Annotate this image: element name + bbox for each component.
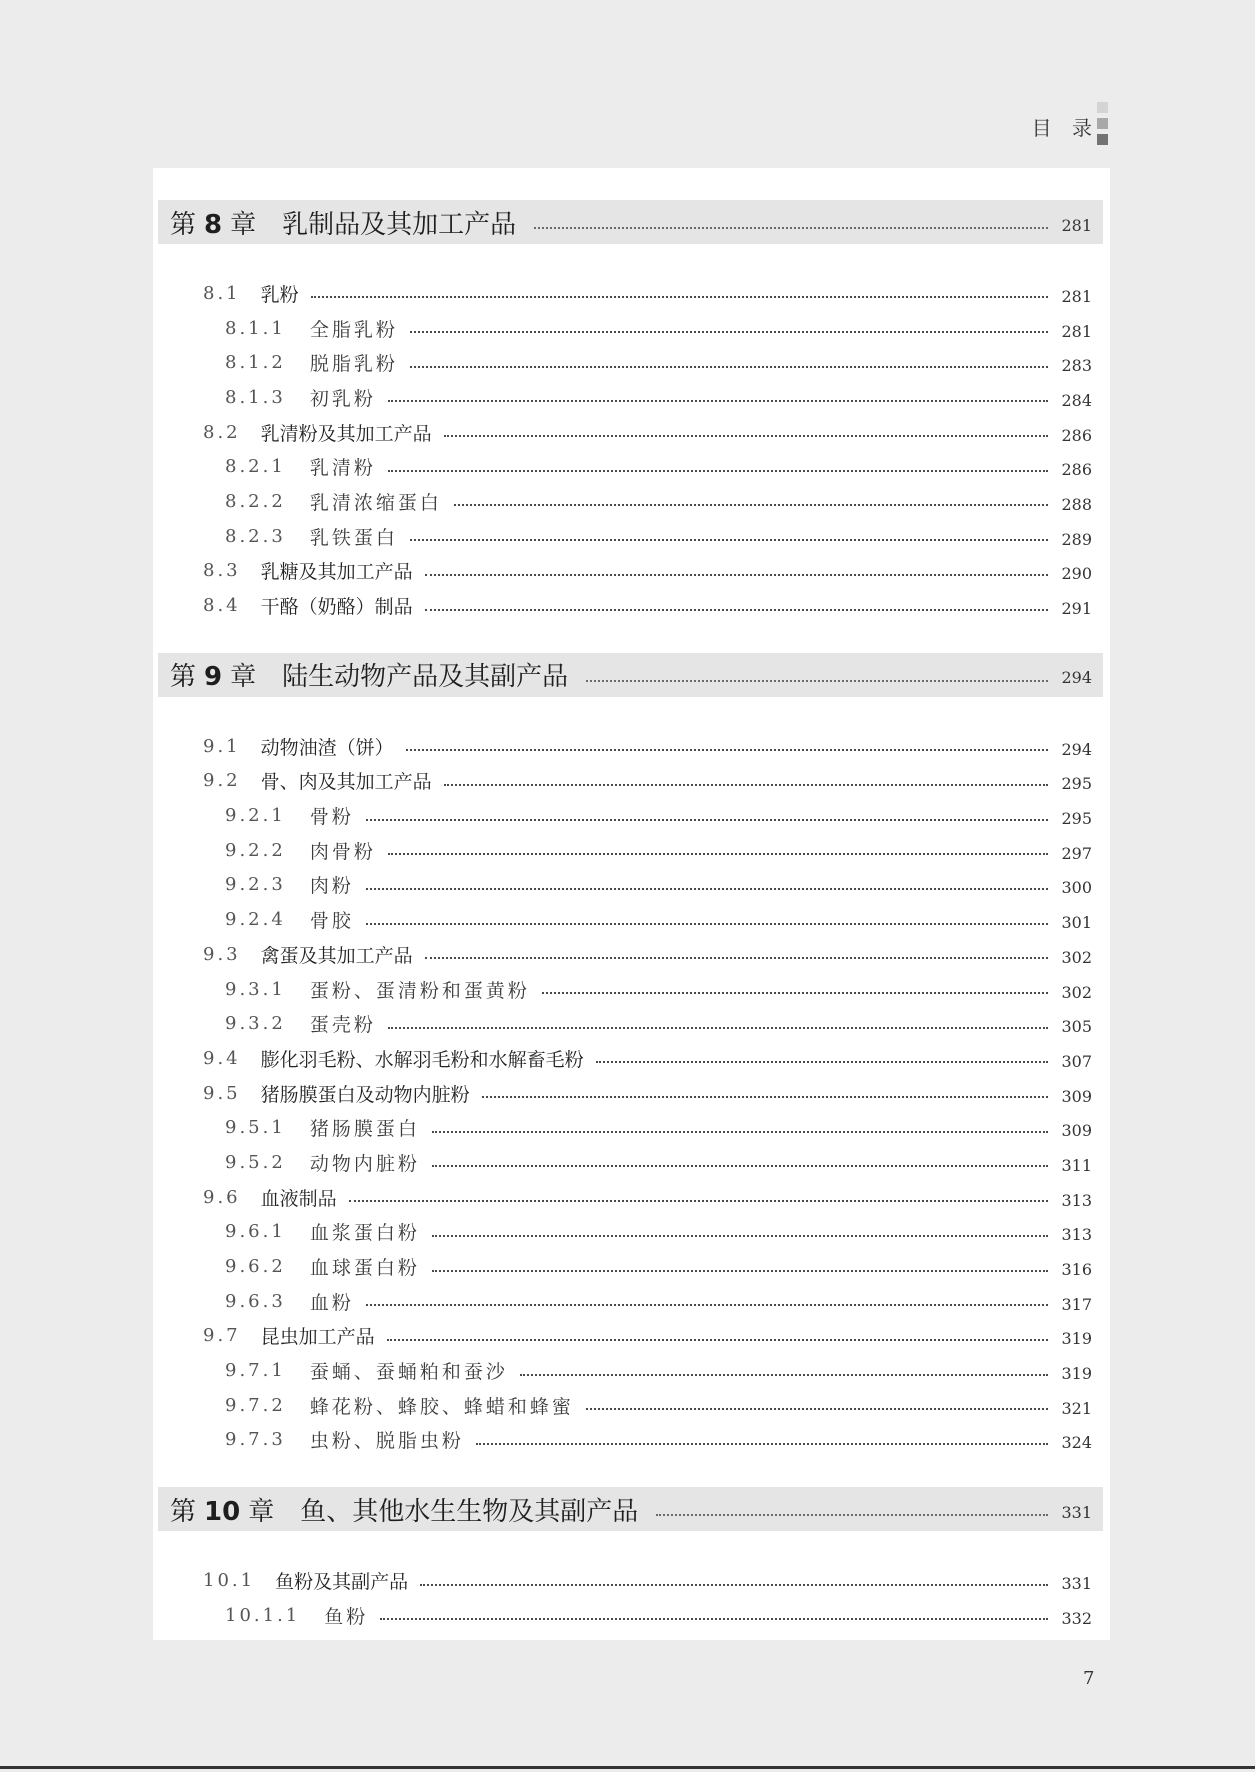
chapter-section <box>153 653 1110 1457</box>
entry-title: 昆虫加工产品 <box>260 1326 375 1349</box>
section-entry <box>153 937 1110 972</box>
entry-page: 286 <box>1061 460 1092 480</box>
section-entry <box>153 276 1110 311</box>
entry-number: 8.3 <box>203 560 241 582</box>
section-entry <box>153 1180 1110 1215</box>
entry-number: 8.1.1 <box>225 317 286 339</box>
entry-title: 肉骨粉 <box>309 840 376 863</box>
entry-title: 乳清粉 <box>309 457 376 480</box>
entry-page: 283 <box>1061 356 1092 376</box>
entry-page: 311 <box>1061 1155 1092 1175</box>
entry-number: 8.1 <box>203 282 241 304</box>
subsection-entry <box>153 833 1110 868</box>
entry-number: 9.5 <box>203 1082 241 1104</box>
entry-title: 乳铁蛋白 <box>309 526 398 549</box>
chapter-number-label <box>170 1491 274 1528</box>
subsection-entry <box>153 345 1110 380</box>
bottom-rule <box>0 1766 1255 1769</box>
chapter-number-label <box>170 656 256 693</box>
dot-leader <box>482 1096 1048 1098</box>
subsection-entry <box>153 1423 1110 1458</box>
entry-page: 302 <box>1061 982 1092 1002</box>
entry-title: 骨、肉及其加工产品 <box>260 771 432 794</box>
subsection-entry <box>153 1110 1110 1145</box>
entry-number: 9.6 <box>203 1186 241 1208</box>
subsection-entry <box>153 1284 1110 1319</box>
entry-title: 猪肠膜蛋白 <box>309 1118 420 1141</box>
dot-leader <box>410 331 1048 333</box>
chapter-section <box>153 200 1110 623</box>
entry-list <box>153 276 1110 623</box>
chapter-heading <box>158 1487 1103 1531</box>
dot-leader <box>388 470 1048 472</box>
entry-page: 294 <box>1061 739 1092 759</box>
dot-leader <box>425 957 1048 959</box>
entry-page: 324 <box>1061 1433 1092 1453</box>
dot-leader <box>410 539 1048 541</box>
entry-page: 288 <box>1061 494 1092 514</box>
entry-title: 脱脂乳粉 <box>309 353 398 376</box>
dot-leader <box>366 819 1048 821</box>
entry-page: 305 <box>1061 1017 1092 1037</box>
section-entry <box>153 1041 1110 1076</box>
chapter-page: 281 <box>1061 215 1092 235</box>
chapter-suffix: 章 <box>230 209 257 240</box>
entry-number: 8.2.3 <box>225 525 286 547</box>
chapter-prefix: 第 <box>170 209 197 240</box>
subsection-entry <box>153 972 1110 1007</box>
entry-number: 8.1.3 <box>225 386 286 408</box>
dot-leader <box>534 227 1048 229</box>
entry-title: 乳糖及其加工产品 <box>260 561 413 584</box>
dot-leader <box>366 923 1048 925</box>
entry-number: 9.5.2 <box>225 1151 286 1173</box>
entry-number: 9.6.1 <box>225 1221 286 1243</box>
entry-number: 9.7 <box>203 1325 241 1347</box>
entry-title: 乳清粉及其加工产品 <box>260 422 432 445</box>
dot-leader <box>520 1374 1048 1376</box>
chapter-number: 8 <box>204 209 223 240</box>
toc-panel <box>153 168 1110 1640</box>
entry-title: 动物内脏粉 <box>309 1152 420 1175</box>
entry-page: 281 <box>1061 286 1092 306</box>
entry-number: 9.1 <box>203 735 241 757</box>
entry-page: 290 <box>1061 564 1092 584</box>
chapter-suffix: 章 <box>230 662 257 693</box>
dot-leader <box>432 1270 1048 1272</box>
subsection-entry <box>153 1598 1110 1633</box>
entry-title: 干酪（奶酪）制品 <box>260 596 413 619</box>
subsection-entry <box>153 1353 1110 1388</box>
entry-page: 289 <box>1061 529 1092 549</box>
chapter-heading <box>158 653 1103 697</box>
entry-number: 9.6.3 <box>225 1290 286 1312</box>
dot-leader <box>366 888 1048 890</box>
entry-title: 蜂花粉、蜂胶、蜂蜡和蜂蜜 <box>309 1395 574 1418</box>
dot-leader <box>542 992 1048 994</box>
dot-leader <box>420 1584 1048 1586</box>
entry-number: 9.5.1 <box>225 1117 286 1139</box>
entry-page: 301 <box>1061 913 1092 933</box>
section-entry <box>153 764 1110 799</box>
decorative-square <box>1097 102 1108 113</box>
entry-title: 骨粉 <box>309 806 354 829</box>
chapter-title: 陆生动物产品及其副产品 <box>282 662 569 693</box>
entry-page: 316 <box>1061 1260 1092 1280</box>
dot-leader <box>388 1027 1048 1029</box>
entry-number: 8.1.2 <box>225 352 286 374</box>
table-of-contents <box>153 168 1110 1633</box>
section-entry <box>153 1076 1110 1111</box>
chapter-page: 294 <box>1061 668 1092 688</box>
subsection-entry <box>153 1215 1110 1250</box>
entry-title: 禽蛋及其加工产品 <box>260 944 413 967</box>
entry-page: 291 <box>1061 599 1092 619</box>
chapter-number: 10 <box>204 1496 241 1527</box>
entry-page: 295 <box>1061 774 1092 794</box>
chapter-number: 9 <box>204 662 223 693</box>
entry-page: 313 <box>1061 1190 1092 1210</box>
subsection-entry <box>153 484 1110 519</box>
decorative-square <box>1097 134 1108 145</box>
entry-page: 286 <box>1061 425 1092 445</box>
entry-title: 蛋粉、蛋清粉和蛋黄粉 <box>309 979 530 1002</box>
dot-leader <box>444 784 1048 786</box>
subsection-entry <box>153 1249 1110 1284</box>
dot-leader <box>387 1339 1048 1341</box>
entry-title: 初乳粉 <box>309 387 376 410</box>
entry-number: 9.3.2 <box>225 1013 286 1035</box>
dot-leader <box>425 574 1048 576</box>
running-head-title: 目 录 <box>1031 116 1092 140</box>
entry-title: 全脂乳粉 <box>309 318 398 341</box>
entry-page: 319 <box>1061 1364 1092 1384</box>
entry-list <box>153 1563 1110 1632</box>
entry-number: 8.2.1 <box>225 456 286 478</box>
entry-number: 9.2 <box>203 770 241 792</box>
entry-number: 8.2 <box>203 421 241 443</box>
entry-title: 血液制品 <box>260 1187 337 1210</box>
chapter-title: 乳制品及其加工产品 <box>282 209 517 240</box>
chapter-prefix: 第 <box>170 662 197 693</box>
dot-leader <box>444 435 1048 437</box>
entry-number: 9.3.1 <box>225 978 286 1000</box>
entry-title: 血浆蛋白粉 <box>309 1222 420 1245</box>
entry-number: 9.2.1 <box>225 805 286 827</box>
dot-leader <box>586 1408 1048 1410</box>
section-entry <box>153 1563 1110 1598</box>
chapter-heading <box>158 200 1103 244</box>
entry-number: 10.1.1 <box>225 1604 301 1626</box>
dot-leader <box>406 749 1048 751</box>
entry-number: 8.4 <box>203 595 241 617</box>
dot-leader <box>380 1618 1048 1620</box>
entry-number: 9.3 <box>203 943 241 965</box>
subsection-entry <box>153 902 1110 937</box>
dot-leader <box>425 609 1048 611</box>
section-entry <box>153 415 1110 450</box>
entry-page: 284 <box>1061 390 1092 410</box>
dot-leader <box>311 296 1048 298</box>
subsection-entry <box>153 868 1110 903</box>
chapter-suffix: 章 <box>248 1496 275 1527</box>
entry-title: 乳清浓缩蛋白 <box>309 491 442 514</box>
dot-leader <box>476 1443 1048 1445</box>
entry-number: 10.1 <box>203 1570 256 1592</box>
dot-leader <box>410 366 1048 368</box>
entry-page: 281 <box>1061 321 1092 341</box>
dot-leader <box>388 400 1048 402</box>
entry-page: 313 <box>1061 1225 1092 1245</box>
entry-title: 血球蛋白粉 <box>309 1257 420 1280</box>
dot-leader <box>349 1200 1048 1202</box>
entry-title: 血粉 <box>309 1291 354 1314</box>
entry-title: 动物油渣（饼） <box>260 736 394 759</box>
subsection-entry <box>153 311 1110 346</box>
entry-number: 9.6.2 <box>225 1256 286 1278</box>
subsection-entry <box>153 449 1110 484</box>
dot-leader <box>388 853 1048 855</box>
entry-number: 9.4 <box>203 1047 241 1069</box>
subsection-entry <box>153 1388 1110 1423</box>
page-number: 7 <box>1083 1668 1095 1689</box>
entry-page: 297 <box>1061 843 1092 863</box>
chapter-title: 鱼、其他水生生物及其副产品 <box>300 1496 639 1527</box>
entry-number: 8.2.2 <box>225 490 286 512</box>
entry-page: 302 <box>1061 947 1092 967</box>
entry-title: 猪肠膜蛋白及动物内脏粉 <box>260 1083 470 1106</box>
chapter-prefix: 第 <box>170 1496 197 1527</box>
dot-leader <box>432 1165 1048 1167</box>
entry-title: 蚕蛹、蚕蛹粕和蚕沙 <box>309 1361 508 1384</box>
entry-number: 9.2.2 <box>225 839 286 861</box>
dot-leader <box>596 1061 1048 1063</box>
chapter-page: 331 <box>1061 1502 1092 1522</box>
dot-leader <box>454 504 1048 506</box>
entry-page: 321 <box>1061 1398 1092 1418</box>
entry-page: 332 <box>1061 1608 1092 1628</box>
dot-leader <box>366 1304 1048 1306</box>
subsection-entry <box>153 1006 1110 1041</box>
dot-leader <box>432 1235 1048 1237</box>
dot-leader <box>432 1131 1048 1133</box>
dot-leader <box>586 680 1048 682</box>
entry-title: 鱼粉及其副产品 <box>275 1571 409 1594</box>
entry-page: 331 <box>1061 1574 1092 1594</box>
entry-page: 319 <box>1061 1329 1092 1349</box>
chapter-section <box>153 1487 1110 1632</box>
entry-title: 鱼粉 <box>324 1605 369 1628</box>
subsection-entry <box>153 519 1110 554</box>
subsection-entry <box>153 380 1110 415</box>
entry-page: 309 <box>1061 1086 1092 1106</box>
entry-page: 317 <box>1061 1294 1092 1314</box>
section-entry <box>153 729 1110 764</box>
entry-list <box>153 729 1110 1457</box>
entry-number: 9.2.3 <box>225 874 286 896</box>
entry-title: 蛋壳粉 <box>309 1014 376 1037</box>
entry-page: 309 <box>1061 1121 1092 1141</box>
entry-number: 9.7.3 <box>225 1429 286 1451</box>
entry-title: 虫粉、脱脂虫粉 <box>309 1430 464 1453</box>
subsection-entry <box>153 1145 1110 1180</box>
section-entry <box>153 588 1110 623</box>
decorative-square <box>1097 118 1108 129</box>
entry-title: 肉粉 <box>309 875 354 898</box>
entry-number: 9.7.2 <box>225 1394 286 1416</box>
entry-number: 9.7.1 <box>225 1360 286 1382</box>
entry-title: 乳粉 <box>260 283 299 306</box>
entry-page: 295 <box>1061 809 1092 829</box>
chapter-number-label <box>170 204 256 241</box>
entry-page: 307 <box>1061 1051 1092 1071</box>
entry-page: 300 <box>1061 878 1092 898</box>
section-entry <box>153 554 1110 589</box>
entry-title: 膨化羽毛粉、水解羽毛粉和水解畜毛粉 <box>260 1048 584 1071</box>
subsection-entry <box>153 798 1110 833</box>
dot-leader <box>656 1514 1048 1516</box>
entry-number: 9.2.4 <box>225 909 286 931</box>
section-entry <box>153 1319 1110 1354</box>
entry-title: 骨胶 <box>309 910 354 933</box>
